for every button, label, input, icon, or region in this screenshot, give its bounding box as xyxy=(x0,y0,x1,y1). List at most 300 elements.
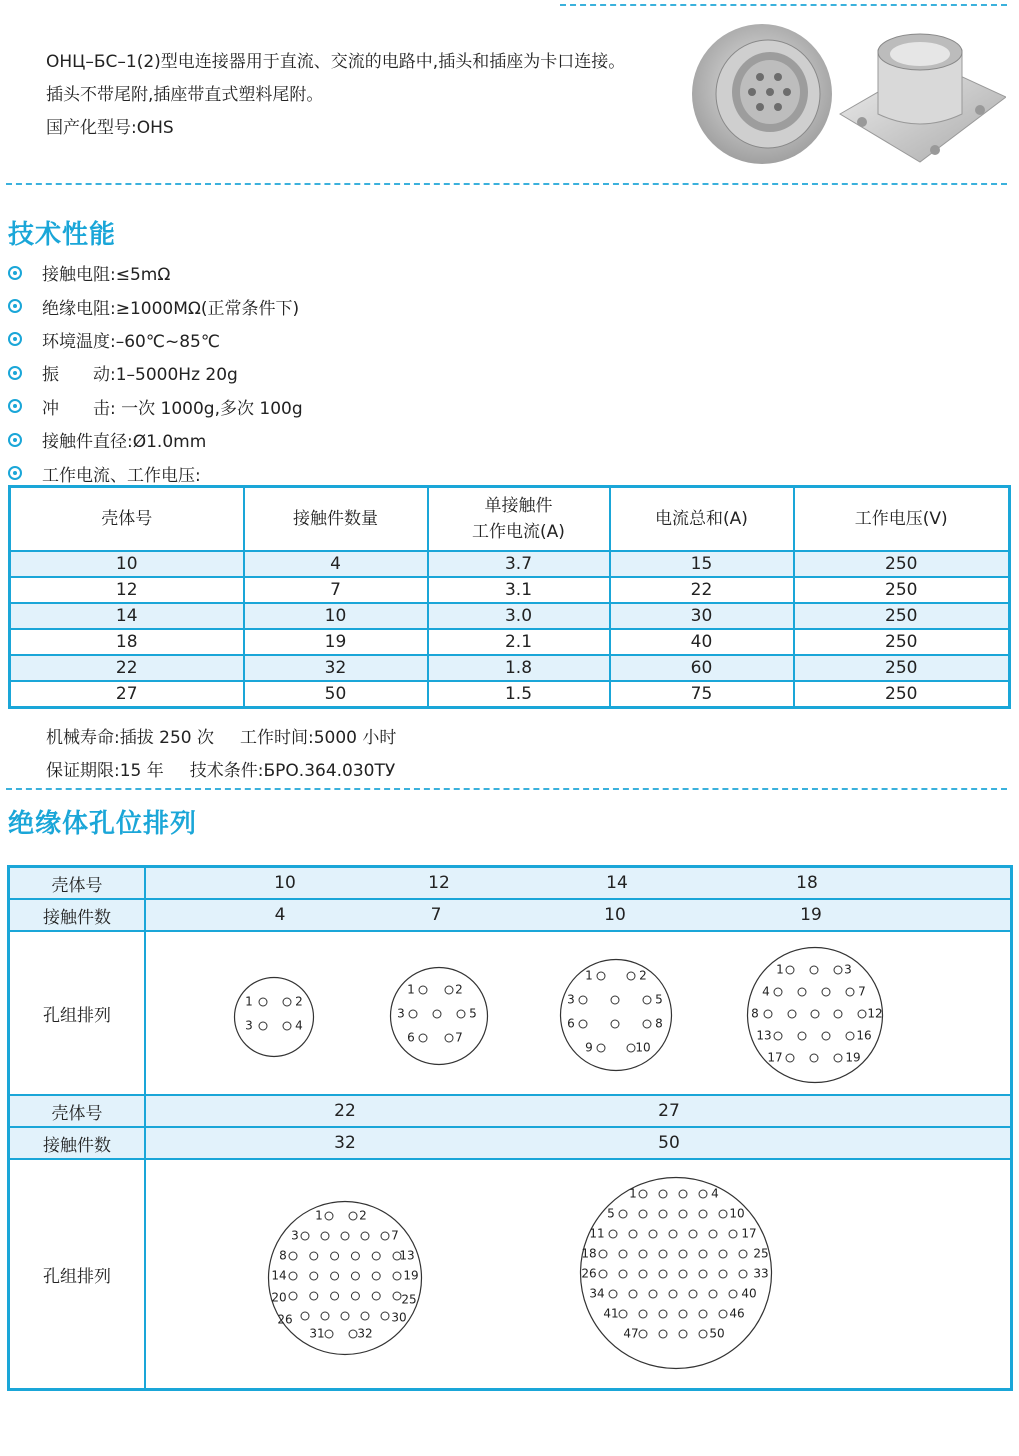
contact-number: 2 xyxy=(455,982,463,997)
contact-hole xyxy=(811,1010,819,1018)
cell: 250 xyxy=(794,629,1010,655)
contact-hole xyxy=(709,1230,717,1238)
insert-layout-14-diagram xyxy=(559,958,673,1072)
contact-hole xyxy=(764,1010,772,1018)
count-value: 4 xyxy=(274,905,286,925)
contact-hole xyxy=(719,1210,727,1218)
contact-number: 1 xyxy=(585,968,593,983)
insert-outline xyxy=(235,978,314,1057)
contact-hole xyxy=(729,1290,737,1298)
count-value: 7 xyxy=(430,905,442,925)
contact-hole xyxy=(659,1250,667,1258)
contact-hole xyxy=(629,1290,637,1298)
contact-number: 8 xyxy=(655,1016,663,1031)
contact-hole xyxy=(659,1310,667,1318)
contact-number: 2 xyxy=(359,1208,367,1223)
contact-hole xyxy=(649,1230,657,1238)
contact-hole xyxy=(786,1054,794,1062)
insert-layout-27-diagram xyxy=(579,1176,773,1370)
table-row xyxy=(10,681,1010,708)
row-shell-top xyxy=(9,867,1012,900)
cell: 250 xyxy=(794,577,1010,603)
contact-hole xyxy=(372,1272,380,1280)
contact-hole xyxy=(699,1250,707,1258)
insert-layout-12 xyxy=(389,966,489,1066)
contact-hole xyxy=(393,1292,401,1300)
cell: 32 xyxy=(244,655,428,681)
cell: 4 xyxy=(244,551,428,577)
contact-hole xyxy=(669,1230,677,1238)
cell: 250 xyxy=(794,603,1010,629)
contact-number: 26 xyxy=(581,1266,597,1281)
contact-number: 1 xyxy=(629,1186,637,1201)
spec-text: 冲 击: 一次 1000g,多次 100g xyxy=(42,398,303,419)
insert-layout-22 xyxy=(267,1200,423,1356)
intro-line-1: ОНЦ–БС–1(2)型电连接器用于直流、交流的电路中,插头和插座为卡口连接。 xyxy=(46,52,626,72)
contact-hole xyxy=(699,1190,707,1198)
col-header-contact-count: 接触件数量 xyxy=(244,487,428,552)
col-header-shell: 壳体号 xyxy=(10,487,244,552)
contact-hole xyxy=(597,972,605,980)
contact-hole xyxy=(798,988,806,996)
contact-hole xyxy=(579,996,587,1004)
contact-number: 31 xyxy=(309,1326,325,1341)
contact-hole xyxy=(321,1312,329,1320)
contact-hole xyxy=(283,998,291,1006)
contact-number: 19 xyxy=(845,1050,861,1065)
contact-hole xyxy=(786,966,794,974)
table-row xyxy=(10,629,1010,655)
insert-layout-10-diagram xyxy=(233,976,315,1058)
contact-number: 3 xyxy=(397,1006,405,1021)
spec-text: 振 动:1–5000Hz 20g xyxy=(42,365,238,386)
contact-number: 6 xyxy=(407,1030,415,1045)
contact-hole xyxy=(774,988,782,996)
bullet-icon xyxy=(8,332,22,346)
contact-number: 10 xyxy=(635,1040,651,1055)
cell: 22 xyxy=(610,577,794,603)
contact-hole xyxy=(719,1310,727,1318)
contact-hole xyxy=(619,1250,627,1258)
contact-hole xyxy=(445,986,453,994)
bullet-icon xyxy=(8,433,22,447)
contact-hole xyxy=(611,1020,619,1028)
shell-values xyxy=(145,867,1012,900)
cell: 3.0 xyxy=(428,603,610,629)
contact-hole xyxy=(679,1190,687,1198)
contact-hole xyxy=(310,1252,318,1260)
insert-layout-14 xyxy=(559,958,673,1072)
cell: 12 xyxy=(10,577,244,603)
contact-hole xyxy=(351,1252,359,1260)
contact-hole xyxy=(419,986,427,994)
count-value: 32 xyxy=(334,1133,356,1153)
contact-hole xyxy=(579,1020,587,1028)
contact-hole xyxy=(445,1034,453,1042)
spec-list xyxy=(8,256,303,490)
cell: 1.5 xyxy=(428,681,610,708)
contact-hole xyxy=(619,1210,627,1218)
col-header-total-current: 电流总和(A) xyxy=(610,487,794,552)
contact-number: 5 xyxy=(469,1006,477,1021)
contact-hole xyxy=(643,1020,651,1028)
count-values xyxy=(145,899,1012,931)
contact-number: 25 xyxy=(753,1246,769,1261)
contact-hole xyxy=(659,1330,667,1338)
contact-hole xyxy=(846,988,854,996)
cell: 18 xyxy=(10,629,244,655)
insert-layout-18-diagram xyxy=(746,946,884,1084)
contact-hole xyxy=(301,1312,309,1320)
spec-item xyxy=(8,356,303,389)
shell-value: 14 xyxy=(606,873,628,893)
row-layout-bottom xyxy=(9,1159,1012,1390)
note-life: 机械寿命:插拔 250 次 xyxy=(46,728,214,748)
contact-hole xyxy=(669,1290,677,1298)
contact-number: 7 xyxy=(858,984,866,999)
contact-hole xyxy=(627,972,635,980)
cell: 7 xyxy=(244,577,428,603)
contact-hole xyxy=(659,1270,667,1278)
contact-number: 1 xyxy=(407,982,415,997)
label-count: 接触件数 xyxy=(9,899,146,931)
contact-hole xyxy=(699,1330,707,1338)
contact-hole xyxy=(639,1210,647,1218)
contact-hole xyxy=(349,1330,357,1338)
shell-value: 12 xyxy=(428,873,450,893)
contact-hole xyxy=(331,1252,339,1260)
contact-hole xyxy=(689,1290,697,1298)
contact-hole xyxy=(627,1044,635,1052)
contact-hole xyxy=(679,1210,687,1218)
shell-value: 27 xyxy=(658,1101,680,1121)
contact-number: 1 xyxy=(315,1208,323,1223)
cell: 250 xyxy=(794,681,1010,708)
contact-number: 18 xyxy=(581,1246,597,1261)
cell: 3.7 xyxy=(428,551,610,577)
contact-number: 9 xyxy=(585,1040,593,1055)
contact-hole xyxy=(659,1210,667,1218)
contact-hole xyxy=(457,1010,465,1018)
cell: 27 xyxy=(10,681,244,708)
row-shell-bottom xyxy=(9,1095,1012,1127)
section-title-insert-layout: 绝缘体孔位排列 xyxy=(8,809,198,839)
spec-text: 工作电流、工作电压: xyxy=(42,465,201,486)
contact-hole xyxy=(433,1010,441,1018)
contact-number: 26 xyxy=(277,1312,293,1327)
contact-hole xyxy=(739,1250,747,1258)
contact-hole xyxy=(699,1310,707,1318)
contact-hole xyxy=(372,1252,380,1260)
spec-item xyxy=(8,423,303,456)
contact-number: 19 xyxy=(403,1268,419,1283)
contact-hole xyxy=(619,1270,627,1278)
contact-hole xyxy=(325,1212,333,1220)
cell: 10 xyxy=(244,603,428,629)
contact-hole xyxy=(639,1250,647,1258)
insert-layout-22-diagram xyxy=(267,1200,423,1356)
contact-hole xyxy=(774,1032,782,1040)
spec-text: 环境温度:–60℃~85℃ xyxy=(42,331,220,352)
cell: 75 xyxy=(610,681,794,708)
row-count-top xyxy=(9,899,1012,931)
contact-number: 1 xyxy=(776,962,784,977)
contact-hole xyxy=(834,966,842,974)
cell: 19 xyxy=(244,629,428,655)
contact-hole xyxy=(639,1330,647,1338)
contact-hole xyxy=(289,1252,297,1260)
contact-number: 16 xyxy=(856,1028,872,1043)
intro-line-3: 国产化型号:OHS xyxy=(46,118,174,138)
contact-number: 8 xyxy=(279,1248,287,1263)
bullet-icon xyxy=(8,266,22,280)
contact-number: 13 xyxy=(399,1248,415,1263)
row-count-bottom xyxy=(9,1127,1012,1159)
contact-hole xyxy=(643,996,651,1004)
contact-hole xyxy=(259,1022,267,1030)
contact-number: 32 xyxy=(357,1326,373,1341)
contact-hole xyxy=(810,966,818,974)
contact-number: 47 xyxy=(623,1326,639,1341)
contact-hole xyxy=(739,1270,747,1278)
insert-layout-table xyxy=(7,865,1013,1391)
contact-number: 4 xyxy=(711,1186,719,1201)
contact-hole xyxy=(649,1290,657,1298)
contact-hole xyxy=(372,1292,380,1300)
cell: 60 xyxy=(610,655,794,681)
spec-item xyxy=(8,390,303,423)
label-layout: 孔组排列 xyxy=(9,1159,146,1390)
contact-number: 6 xyxy=(567,1016,575,1031)
contact-hole xyxy=(629,1230,637,1238)
contact-number: 17 xyxy=(741,1226,757,1241)
contact-hole xyxy=(321,1232,329,1240)
cell: 3.1 xyxy=(428,577,610,603)
contact-hole xyxy=(310,1272,318,1280)
contact-hole xyxy=(283,1022,291,1030)
count-value: 50 xyxy=(658,1133,680,1153)
contact-hole xyxy=(361,1232,369,1240)
label-shell: 壳体号 xyxy=(9,867,146,900)
contact-hole xyxy=(599,1270,607,1278)
shell-value: 18 xyxy=(796,873,818,893)
contact-hole xyxy=(289,1272,297,1280)
cell: 2.1 xyxy=(428,629,610,655)
contact-hole xyxy=(729,1230,737,1238)
contact-hole xyxy=(393,1272,401,1280)
contact-number: 34 xyxy=(589,1286,605,1301)
contact-hole xyxy=(331,1292,339,1300)
contact-number: 12 xyxy=(867,1006,883,1021)
contact-hole xyxy=(341,1312,349,1320)
count-values xyxy=(145,1127,1012,1159)
table-row xyxy=(10,655,1010,681)
note-warranty: 保证期限:15 年 xyxy=(46,761,164,781)
contact-hole xyxy=(351,1272,359,1280)
contact-hole xyxy=(679,1250,687,1258)
contact-hole xyxy=(679,1310,687,1318)
cell: 22 xyxy=(10,655,244,681)
contact-hole xyxy=(709,1290,717,1298)
shell-values xyxy=(145,1095,1012,1127)
contact-number: 4 xyxy=(295,1018,303,1033)
cell: 40 xyxy=(610,629,794,655)
contact-hole xyxy=(822,1032,830,1040)
contact-number: 13 xyxy=(756,1028,772,1043)
contact-hole xyxy=(341,1232,349,1240)
contact-number: 46 xyxy=(729,1306,745,1321)
bullet-icon xyxy=(8,466,22,480)
contact-number: 11 xyxy=(589,1226,605,1241)
contact-number: 30 xyxy=(391,1310,407,1325)
cell: 1.8 xyxy=(428,655,610,681)
contact-hole xyxy=(788,1010,796,1018)
contact-number: 10 xyxy=(729,1206,745,1221)
note-spec: 技术条件:БРО.364.030ТУ xyxy=(189,761,396,781)
divider-top xyxy=(560,4,1007,6)
row-layout-top xyxy=(9,931,1012,1095)
count-value: 10 xyxy=(604,905,626,925)
header-line: 工作电流(A) xyxy=(472,522,565,542)
contact-number: 41 xyxy=(603,1306,619,1321)
layout-drawings-bottom xyxy=(145,1159,1012,1390)
cell: 10 xyxy=(10,551,244,577)
table-row xyxy=(10,603,1010,629)
label-shell: 壳体号 xyxy=(9,1095,146,1127)
contact-hole xyxy=(259,998,267,1006)
contact-number: 17 xyxy=(767,1050,783,1065)
contact-hole xyxy=(699,1270,707,1278)
contact-number: 33 xyxy=(753,1266,769,1281)
connector-photo xyxy=(690,22,1006,172)
contact-hole xyxy=(719,1270,727,1278)
contact-hole xyxy=(639,1310,647,1318)
contact-number: 3 xyxy=(567,992,575,1007)
current-voltage-table xyxy=(8,485,1011,709)
bullet-icon xyxy=(8,299,22,313)
cell: 30 xyxy=(610,603,794,629)
contact-hole xyxy=(679,1330,687,1338)
bullet-icon xyxy=(8,399,22,413)
contact-hole xyxy=(609,1290,617,1298)
contact-hole xyxy=(597,1044,605,1052)
divider-2 xyxy=(6,788,1007,790)
contact-hole xyxy=(822,988,830,996)
contact-hole xyxy=(349,1212,357,1220)
contact-hole xyxy=(798,1032,806,1040)
contact-number: 14 xyxy=(271,1268,287,1283)
spec-text: 接触电阻:≤5mΩ xyxy=(42,265,171,286)
contact-number: 50 xyxy=(709,1326,725,1341)
shell-value: 22 xyxy=(334,1101,356,1121)
note-worktime: 工作时间:5000 小时 xyxy=(239,728,397,748)
contact-hole xyxy=(846,1032,854,1040)
divider-1 xyxy=(6,183,1007,185)
insert-layout-10 xyxy=(233,976,315,1058)
shell-value: 10 xyxy=(274,873,296,893)
spec-item xyxy=(8,323,303,356)
contact-hole xyxy=(619,1310,627,1318)
contact-hole xyxy=(639,1270,647,1278)
contact-hole xyxy=(325,1330,333,1338)
contact-hole xyxy=(301,1232,309,1240)
contact-number: 8 xyxy=(751,1006,759,1021)
intro-text xyxy=(46,46,625,145)
contact-hole xyxy=(381,1312,389,1320)
spec-item xyxy=(8,256,303,289)
table-row xyxy=(10,577,1010,603)
contact-hole xyxy=(689,1230,697,1238)
contact-number: 40 xyxy=(741,1286,757,1301)
count-value: 19 xyxy=(800,905,822,925)
contact-hole xyxy=(719,1250,727,1258)
label-layout: 孔组排列 xyxy=(9,931,146,1095)
contact-hole xyxy=(810,1054,818,1062)
section-title-performance: 技术性能 xyxy=(8,220,117,250)
intro-line-2: 插头不带尾附,插座带直式塑料尾附。 xyxy=(46,85,324,105)
contact-hole xyxy=(611,996,619,1004)
contact-hole xyxy=(858,1010,866,1018)
col-header-voltage: 工作电压(V) xyxy=(794,487,1010,552)
notes xyxy=(46,722,396,788)
contact-hole xyxy=(599,1250,607,1258)
contact-hole xyxy=(679,1270,687,1278)
bullet-icon xyxy=(8,366,22,380)
contact-number: 2 xyxy=(295,994,303,1009)
contact-hole xyxy=(381,1232,389,1240)
contact-hole xyxy=(609,1230,617,1238)
cell: 250 xyxy=(794,551,1010,577)
contact-number: 5 xyxy=(655,992,663,1007)
contact-number: 5 xyxy=(607,1206,615,1221)
spec-item xyxy=(8,289,303,322)
contact-number: 7 xyxy=(455,1030,463,1045)
insert-layout-12-diagram xyxy=(389,966,489,1066)
spec-text: 绝缘电阻:≥1000MΩ(正常条件下) xyxy=(42,298,300,319)
layout-drawings-top xyxy=(145,931,1012,1095)
contact-number: 3 xyxy=(291,1228,299,1243)
label-count: 接触件数 xyxy=(9,1127,146,1159)
contact-number: 25 xyxy=(401,1292,417,1307)
contact-hole xyxy=(834,1054,842,1062)
spec-text: 接触件直径:Ø1.0mm xyxy=(42,432,207,453)
col-header-single-current xyxy=(428,487,610,552)
header-line: 单接触件 xyxy=(484,496,553,516)
contact-number: 3 xyxy=(245,1018,253,1033)
insert-layout-18 xyxy=(746,946,884,1084)
contact-hole xyxy=(331,1272,339,1280)
contact-number: 4 xyxy=(762,984,770,999)
contact-number: 1 xyxy=(245,994,253,1009)
contact-hole xyxy=(699,1210,707,1218)
insert-outline xyxy=(561,960,672,1071)
contact-number: 7 xyxy=(391,1228,399,1243)
table-row xyxy=(10,551,1010,577)
contact-hole xyxy=(639,1190,647,1198)
cell: 15 xyxy=(610,551,794,577)
cell: 250 xyxy=(794,655,1010,681)
contact-hole xyxy=(659,1190,667,1198)
contact-hole xyxy=(409,1010,417,1018)
cell: 50 xyxy=(244,681,428,708)
contact-hole xyxy=(310,1292,318,1300)
contact-hole xyxy=(419,1034,427,1042)
insert-layout-27 xyxy=(579,1176,773,1370)
contact-number: 3 xyxy=(844,962,852,977)
contact-number: 20 xyxy=(271,1290,287,1305)
contact-hole xyxy=(361,1312,369,1320)
cell: 14 xyxy=(10,603,244,629)
